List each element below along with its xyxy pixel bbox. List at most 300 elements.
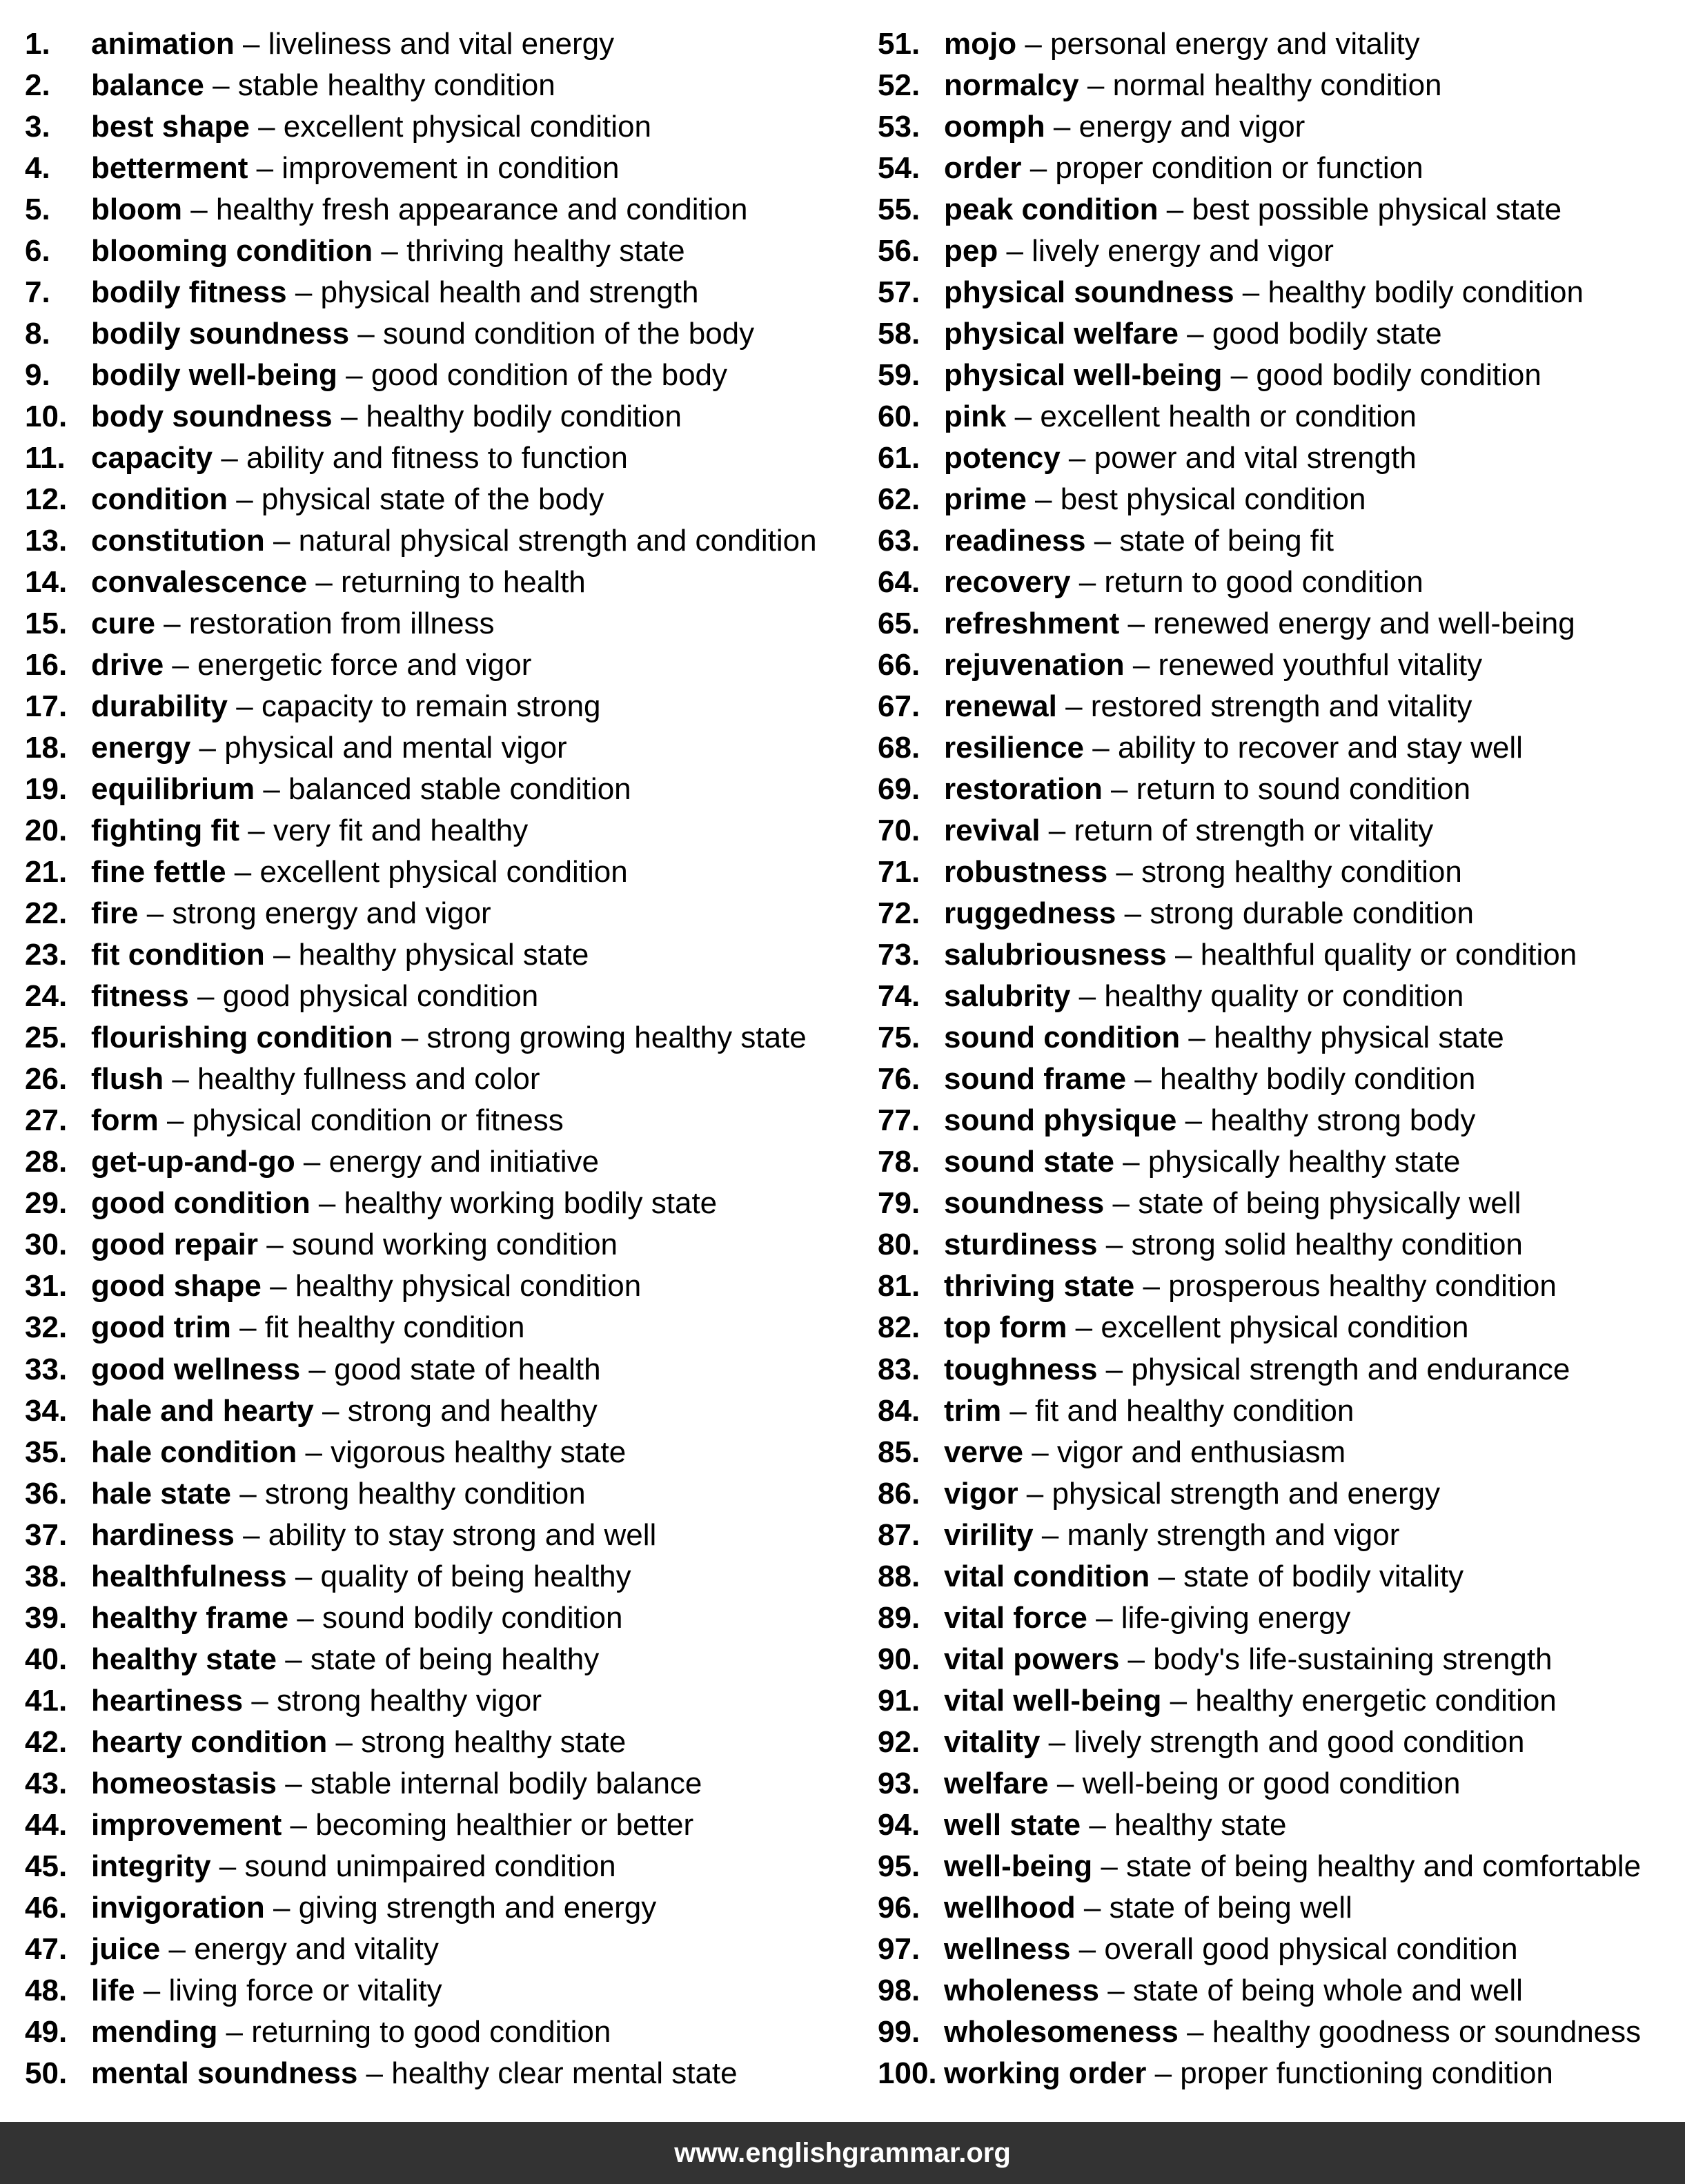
item-number: 16. [25, 648, 68, 682]
item-text [944, 1929, 1518, 1970]
item-separator: – [300, 1352, 335, 1386]
item-separator: – [234, 1517, 268, 1552]
item-separator: – [1114, 1145, 1148, 1179]
item-text [944, 1763, 1460, 1804]
list-item [25, 396, 853, 437]
item-number: 72. [878, 896, 920, 931]
item-term: equilibrium [91, 772, 255, 807]
list-item [878, 893, 1678, 934]
item-text [944, 2053, 1553, 2094]
list-item [878, 1887, 1678, 1929]
item-term: vital powers [944, 1642, 1120, 1676]
item-number: 41. [25, 1683, 68, 1718]
item-separator: – [164, 648, 198, 682]
item-definition: excellent health or condition [1040, 400, 1417, 434]
item-definition: healthy goodness or soundness [1212, 2014, 1642, 2049]
item-text [944, 562, 1423, 603]
item-text [91, 686, 601, 727]
item-definition: ability to recover and stay well [1117, 731, 1523, 765]
list-item [878, 2011, 1678, 2053]
item-term: betterment [91, 151, 248, 186]
item-number: 7. [25, 275, 50, 310]
item-separator: – [181, 193, 216, 227]
item-term: flourishing condition [91, 1021, 393, 1055]
item-number: 27. [25, 1103, 68, 1138]
list-item [878, 1639, 1678, 1680]
item-term: toughness [944, 1352, 1098, 1386]
item-separator: – [1097, 1352, 1132, 1386]
item-number: 47. [25, 1931, 68, 1966]
item-separator: – [1070, 979, 1105, 1014]
item-term: fit condition [91, 938, 265, 972]
item-number: 66. [878, 648, 920, 682]
item-separator: – [1056, 689, 1091, 724]
item-separator: – [135, 1973, 169, 2007]
item-number: 73. [878, 938, 920, 972]
list-item [25, 1141, 853, 1183]
item-definition: improvement in condition [282, 151, 620, 186]
item-text [91, 1515, 656, 1556]
item-number: 37. [25, 1517, 68, 1552]
item-term: body soundness [91, 400, 333, 434]
list-item [25, 520, 853, 562]
item-text [944, 1722, 1524, 1763]
item-definition: personal energy and vitality [1050, 27, 1420, 61]
item-separator: – [255, 772, 289, 807]
list-item [25, 2053, 853, 2094]
item-separator: – [1040, 1724, 1074, 1759]
item-definition: state of being whole and well [1132, 1973, 1523, 2007]
item-separator: – [276, 1766, 311, 1800]
item-term: welfare [944, 1766, 1049, 1800]
item-separator: – [1134, 1269, 1169, 1303]
list-item [878, 1100, 1678, 1141]
item-number: 34. [25, 1393, 68, 1428]
item-term: robustness [944, 855, 1108, 889]
item-separator: – [1081, 1807, 1115, 1842]
item-term: ruggedness [944, 896, 1116, 931]
item-number: 1. [25, 27, 50, 61]
item-text [91, 1970, 442, 2011]
item-separator: – [227, 482, 262, 517]
item-definition: healthy bodily condition [1159, 1062, 1476, 1096]
item-number: 12. [25, 482, 68, 517]
list-item [878, 976, 1678, 1017]
item-number: 9. [25, 358, 50, 393]
item-text [944, 1307, 1469, 1348]
item-text [91, 1804, 693, 1846]
item-number: 35. [25, 1435, 68, 1469]
item-definition: excellent physical condition [259, 855, 628, 889]
item-separator: – [349, 317, 383, 351]
list-item [25, 645, 853, 686]
item-definition: giving strength and energy [298, 1890, 657, 1925]
item-separator: – [164, 1062, 198, 1096]
list-item [25, 562, 853, 603]
list-item [878, 1432, 1678, 1473]
item-term: thriving state [944, 1269, 1135, 1303]
list-item [25, 1556, 853, 1597]
item-separator: – [1126, 1062, 1160, 1096]
item-separator: – [1018, 1476, 1052, 1511]
item-number: 11. [25, 441, 66, 475]
item-text [91, 1887, 656, 1929]
item-separator: – [1158, 193, 1192, 227]
item-definition: healthy physical condition [295, 1269, 642, 1303]
item-term: good trim [91, 1310, 231, 1345]
list-item [25, 1224, 853, 1266]
item-text [944, 479, 1366, 520]
item-separator: – [276, 1642, 311, 1676]
item-separator: – [249, 110, 284, 144]
item-term: readiness [944, 524, 1086, 558]
item-term: hale condition [91, 1435, 297, 1469]
item-term: rejuvenation [944, 648, 1125, 682]
item-number: 71. [878, 855, 920, 889]
item-definition: proper functioning condition [1180, 2056, 1553, 2090]
item-definition: proper condition or function [1055, 151, 1423, 186]
list-item [878, 1597, 1678, 1639]
item-definition: living force or vitality [168, 1973, 442, 2007]
item-term: potency [944, 441, 1061, 475]
item-text [91, 1266, 641, 1307]
item-text [944, 1887, 1352, 1929]
item-definition: strong healthy state [361, 1724, 627, 1759]
list-item [878, 23, 1678, 65]
item-term: physical well-being [944, 358, 1223, 393]
item-separator: – [1085, 524, 1120, 558]
item-text [91, 2011, 611, 2053]
item-text [944, 1680, 1557, 1722]
item-definition: healthy physical state [1214, 1021, 1504, 1055]
item-definition: best physical condition [1060, 482, 1366, 517]
item-text [91, 479, 604, 520]
item-text [944, 23, 1420, 65]
item-term: fire [91, 896, 139, 931]
item-number: 67. [878, 689, 920, 724]
item-number: 17. [25, 689, 68, 724]
item-term: constitution [91, 524, 265, 558]
item-text [944, 727, 1523, 769]
item-term: salubriousness [944, 938, 1167, 972]
item-term: order [944, 151, 1022, 186]
item-definition: physically healthy state [1147, 1145, 1461, 1179]
item-text [91, 1846, 616, 1887]
item-text [91, 1390, 598, 1432]
right-column [878, 23, 1678, 2094]
list-item [878, 272, 1678, 313]
item-text [944, 603, 1575, 645]
list-item [878, 1763, 1678, 1804]
item-text [944, 148, 1423, 189]
item-number: 69. [878, 772, 920, 807]
list-item [25, 106, 853, 148]
item-definition: sound unimpaired condition [244, 1849, 616, 1883]
list-item [25, 1763, 853, 1804]
item-text [91, 1017, 807, 1059]
item-separator: – [1070, 565, 1105, 600]
item-definition: strong durable condition [1150, 896, 1474, 931]
item-number: 19. [25, 772, 68, 807]
item-text [944, 810, 1433, 852]
footer-bar [0, 2122, 1685, 2184]
item-number: 52. [878, 68, 920, 103]
item-definition: thriving healthy state [406, 234, 685, 268]
item-term: heartiness [91, 1683, 244, 1718]
list-item [878, 520, 1678, 562]
item-definition: body's life-sustaining strength [1153, 1642, 1553, 1676]
item-separator: – [337, 358, 371, 393]
item-term: hardiness [91, 1517, 235, 1552]
list-item [878, 1141, 1678, 1183]
item-definition: good bodily condition [1256, 358, 1541, 393]
item-number: 77. [878, 1103, 920, 1138]
item-separator: – [1234, 275, 1268, 310]
item-term: sturdiness [944, 1228, 1098, 1262]
list-item [878, 1515, 1678, 1556]
item-definition: physical state of the body [261, 482, 604, 517]
item-definition: return to sound condition [1136, 772, 1471, 807]
item-definition: healthy quality or condition [1104, 979, 1464, 1014]
item-number: 23. [25, 938, 68, 972]
list-item [878, 313, 1678, 355]
item-number: 31. [25, 1269, 68, 1303]
item-definition: manly strength and vigor [1067, 1517, 1400, 1552]
item-number: 43. [25, 1766, 68, 1800]
list-item [878, 1266, 1678, 1307]
item-number: 14. [25, 565, 68, 600]
item-definition: liveliness and vital energy [268, 27, 615, 61]
item-term: fighting fit [91, 814, 240, 848]
list-item [25, 1887, 853, 1929]
item-text [944, 230, 1334, 272]
item-text [944, 893, 1474, 934]
item-text [91, 1473, 586, 1515]
item-definition: state of being physically well [1138, 1186, 1521, 1221]
item-separator: – [1078, 68, 1113, 103]
item-separator: – [1166, 938, 1201, 972]
item-term: wholeness [944, 1973, 1099, 2007]
item-definition: energy and vitality [194, 1931, 439, 1966]
item-separator: – [295, 1145, 329, 1179]
item-number: 99. [878, 2014, 920, 2049]
item-term: get-up-and-go [91, 1145, 295, 1179]
item-term: hearty condition [91, 1724, 328, 1759]
list-item [878, 1929, 1678, 1970]
item-term: mental soundness [91, 2056, 358, 2090]
item-number: 80. [878, 1228, 920, 1262]
item-separator: – [1001, 1393, 1036, 1428]
item-definition: lively energy and vigor [1032, 234, 1334, 268]
item-separator: – [155, 607, 189, 641]
list-item [25, 1970, 853, 2011]
item-term: mojo [944, 27, 1017, 61]
item-definition: restoration from illness [188, 607, 495, 641]
item-number: 49. [25, 2014, 68, 2049]
item-term: healthy frame [91, 1600, 289, 1635]
item-text [91, 562, 586, 603]
item-text [944, 1556, 1464, 1597]
list-item [25, 1183, 853, 1224]
list-item [878, 148, 1678, 189]
item-definition: healthy bodily condition [366, 400, 682, 434]
item-separator: – [1180, 1021, 1214, 1055]
item-separator: – [1040, 814, 1074, 848]
item-term: bodily fitness [91, 275, 287, 310]
item-separator: – [230, 1310, 265, 1345]
item-separator: – [357, 2056, 392, 2090]
item-number: 57. [878, 275, 920, 310]
list-item [25, 1349, 853, 1390]
list-item [878, 355, 1678, 396]
item-term: good repair [91, 1228, 259, 1262]
list-item [878, 106, 1678, 148]
list-item [25, 1515, 853, 1556]
list-item [878, 1473, 1678, 1515]
item-separator: – [230, 1476, 265, 1511]
item-number: 5. [25, 193, 50, 227]
list-item [25, 1100, 853, 1141]
item-term: prime [944, 482, 1027, 517]
item-text [91, 645, 531, 686]
item-separator: – [1116, 896, 1150, 931]
item-number: 90. [878, 1642, 920, 1676]
item-definition: natural physical strength and condition [298, 524, 817, 558]
item-number: 83. [878, 1352, 920, 1386]
list-item [25, 1059, 853, 1100]
list-item [25, 1473, 853, 1515]
item-number: 58. [878, 317, 920, 351]
list-item [878, 562, 1678, 603]
item-number: 50. [25, 2056, 68, 2090]
item-definition: strong growing healthy state [426, 1021, 807, 1055]
item-number: 33. [25, 1352, 68, 1386]
item-term: fine fettle [91, 855, 226, 889]
list-item [878, 1017, 1678, 1059]
item-definition: normal healthy condition [1112, 68, 1442, 103]
item-term: homeostasis [91, 1766, 277, 1800]
item-term: peak condition [944, 193, 1159, 227]
item-text [944, 1349, 1570, 1390]
item-text [91, 2053, 738, 2094]
list-item [878, 396, 1678, 437]
item-separator: – [1075, 1890, 1110, 1925]
item-text [91, 230, 685, 272]
list-item [878, 230, 1678, 272]
item-text [91, 1432, 626, 1473]
item-number: 79. [878, 1186, 920, 1221]
item-separator: – [1060, 441, 1094, 475]
item-separator: – [1107, 855, 1142, 889]
item-term: restoration [944, 772, 1103, 807]
item-number: 44. [25, 1807, 68, 1842]
item-text [91, 1349, 601, 1390]
item-text [944, 645, 1482, 686]
footer-url: www.englishgrammar.org [674, 2137, 1011, 2168]
item-separator: – [1033, 1517, 1067, 1552]
item-separator: – [286, 275, 321, 310]
item-number: 59. [878, 358, 920, 393]
item-separator: – [264, 938, 299, 972]
item-definition: renewed energy and well-being [1153, 607, 1575, 641]
item-number: 32. [25, 1310, 68, 1345]
item-separator: – [258, 1228, 292, 1262]
item-text [944, 1266, 1557, 1307]
item-term: convalescence [91, 565, 308, 600]
list-item [878, 934, 1678, 976]
item-text [944, 355, 1541, 396]
item-definition: healthy energetic condition [1195, 1683, 1557, 1718]
item-number: 13. [25, 524, 68, 558]
list-item [878, 603, 1678, 645]
item-separator: – [1097, 1228, 1132, 1262]
item-term: vital well-being [944, 1683, 1162, 1718]
list-item [25, 1722, 853, 1763]
item-separator: – [1070, 1931, 1105, 1966]
item-definition: state of being healthy [310, 1642, 600, 1676]
item-term: vital force [944, 1600, 1087, 1635]
item-term: normalcy [944, 68, 1079, 103]
item-separator: – [1104, 1186, 1139, 1221]
item-number: 60. [878, 400, 920, 434]
item-term: trim [944, 1393, 1002, 1428]
item-number: 8. [25, 317, 50, 351]
item-definition: healthy strong body [1210, 1103, 1476, 1138]
item-separator: – [288, 1600, 323, 1635]
item-number: 45. [25, 1849, 68, 1883]
item-definition: returning to health [341, 565, 586, 600]
item-term: sound state [944, 1145, 1114, 1179]
item-number: 18. [25, 731, 68, 765]
item-text [91, 106, 651, 148]
item-definition: energy and vigor [1078, 110, 1305, 144]
item-term: form [91, 1103, 159, 1138]
list-item [878, 437, 1678, 479]
item-definition: ability and fitness to function [246, 441, 628, 475]
item-term: wellness [944, 1931, 1071, 1966]
item-term: wholesomeness [944, 2014, 1179, 2049]
item-definition: sound working condition [291, 1228, 618, 1262]
item-term: vigor [944, 1476, 1018, 1511]
item-separator: – [160, 1931, 195, 1966]
item-term: good shape [91, 1269, 262, 1303]
list-item [25, 230, 853, 272]
item-definition: healthy fresh appearance and condition [215, 193, 748, 227]
item-term: pep [944, 234, 998, 268]
item-definition: fit and healthy condition [1035, 1393, 1354, 1428]
item-definition: energy and initiative [328, 1145, 599, 1179]
item-text [91, 1141, 599, 1183]
item-text [944, 272, 1584, 313]
item-number: 89. [878, 1600, 920, 1635]
item-number: 82. [878, 1310, 920, 1345]
item-number: 93. [878, 1766, 920, 1800]
item-separator: – [226, 855, 260, 889]
item-number: 21. [25, 855, 68, 889]
item-definition: overall good physical condition [1104, 1931, 1518, 1966]
item-text [944, 1970, 1523, 2011]
item-separator: – [1150, 1559, 1184, 1593]
item-term: recovery [944, 565, 1071, 600]
item-term: sound condition [944, 1021, 1181, 1055]
item-separator: – [234, 27, 268, 61]
item-definition: healthy bodily condition [1268, 275, 1584, 310]
item-number: 81. [878, 1269, 920, 1303]
item-definition: strong and healthy [347, 1393, 598, 1428]
item-separator: – [310, 1186, 344, 1221]
item-number: 2. [25, 68, 50, 103]
item-definition: lively strength and good condition [1074, 1724, 1525, 1759]
